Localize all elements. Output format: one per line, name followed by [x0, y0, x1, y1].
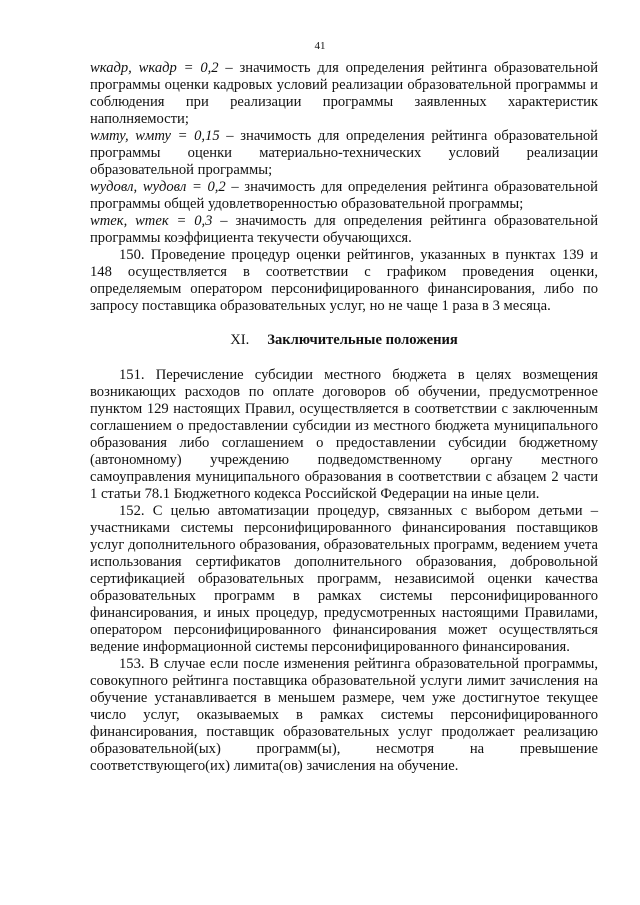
weight-udovl-formula: wудовл, wудовл = 0,2	[90, 179, 226, 195]
document-body	[90, 60, 598, 775]
weight-mtu-text: – значимость для определения рейтинга образовательной программы оценки материально-технических условий реализации образовательной программы;	[90, 128, 598, 178]
paragraph-153: 153. В случае если после изменения рейтинга образовательной программы, совокупного рейтинга поставщика образовательной услуги лимит зачисления на обучение устанавливается в меньшем размере, чем уже достигнутое текущее число услуг, оказываемых в рамках системы персонифицированного финансирования, поставщик образовательных услуг продолжает реализацию образовательной(ых) программ(ы), несмотря на превышение соответствующего(их) лимита(ов) зачисления на обучение.	[90, 656, 598, 774]
section-heading	[90, 332, 598, 349]
weight-tek-text: – значимость для определения рейтинга образовательной программы коэффициента текучести обучающихся.	[90, 213, 599, 246]
weight-udovl	[90, 179, 598, 213]
weight-kadr-text: – значимость для определения рейтинга образовательной программы оценки кадровых условий реализации образовательной программы и соблюдения при реализации программы заявленных характеристик наполняемости;	[90, 60, 599, 127]
weight-mtu-formula: wмту, wмту = 0,15	[90, 128, 220, 144]
weight-kadr-formula: wкадр, wкадр = 0,2	[90, 60, 219, 76]
page-number: 41	[314, 40, 326, 52]
weight-tek-formula: wтек, wтек = 0,3	[90, 213, 213, 229]
paragraph-152: 152. С целью автоматизации процедур, связанных с выбором детьми – участниками системы персонифицированного финансирования поставщиков услуг дополнительного образования, образовательных программ, ведением учета использования сертификатов дополнительного образования, добровольной сертификацией образовательных программ, независимой оценки качества образовательных программ в рамках системы персонифицированного финансирования, и иных процедур, предусмотренных настоящими Правилами, оператором персонифицированного финансирования может осуществляться ведение информационной системы персонифицированного финансирования.	[90, 503, 598, 655]
weight-tek	[90, 213, 598, 247]
weight-mtu	[90, 128, 598, 179]
paragraph-151: 151. Перечисление субсидии местного бюджета в целях возмещения возникающих расходов по оплате договоров об обучении, предусмотренное пунктом 129 настоящих Правил, осуществляется в соответствии с заключенным соглашением о предоставлении субсидии из местного бюджета муниципального образования либо соглашением о предоставлении субсидии бюджетному (автономному) учреждению подведомственному органу местного самоуправления муниципального образования в соответствии с абзацем 2 части 1 статьи 78.1 Бюджетного кодекса Российской Федерации на иные цели.	[90, 367, 598, 502]
section-number: XI.	[230, 332, 250, 348]
weight-kadr	[90, 60, 598, 128]
paragraph-150: 150. Проведение процедур оценки рейтингов, указанных в пунктах 139 и 148 осуществляется в соответствии с графиком проведения оценки, определяемым оператором персонифицированного финансирования, либо по запросу поставщика образовательных услуг, но не чаще 1 раза в 3 месяца.	[90, 247, 598, 314]
section-title: Заключительные положения	[267, 332, 458, 348]
weight-udovl-text: – значимость для определения рейтинга образовательной программы общей удовлетворенностью образовательной программы;	[90, 179, 598, 212]
